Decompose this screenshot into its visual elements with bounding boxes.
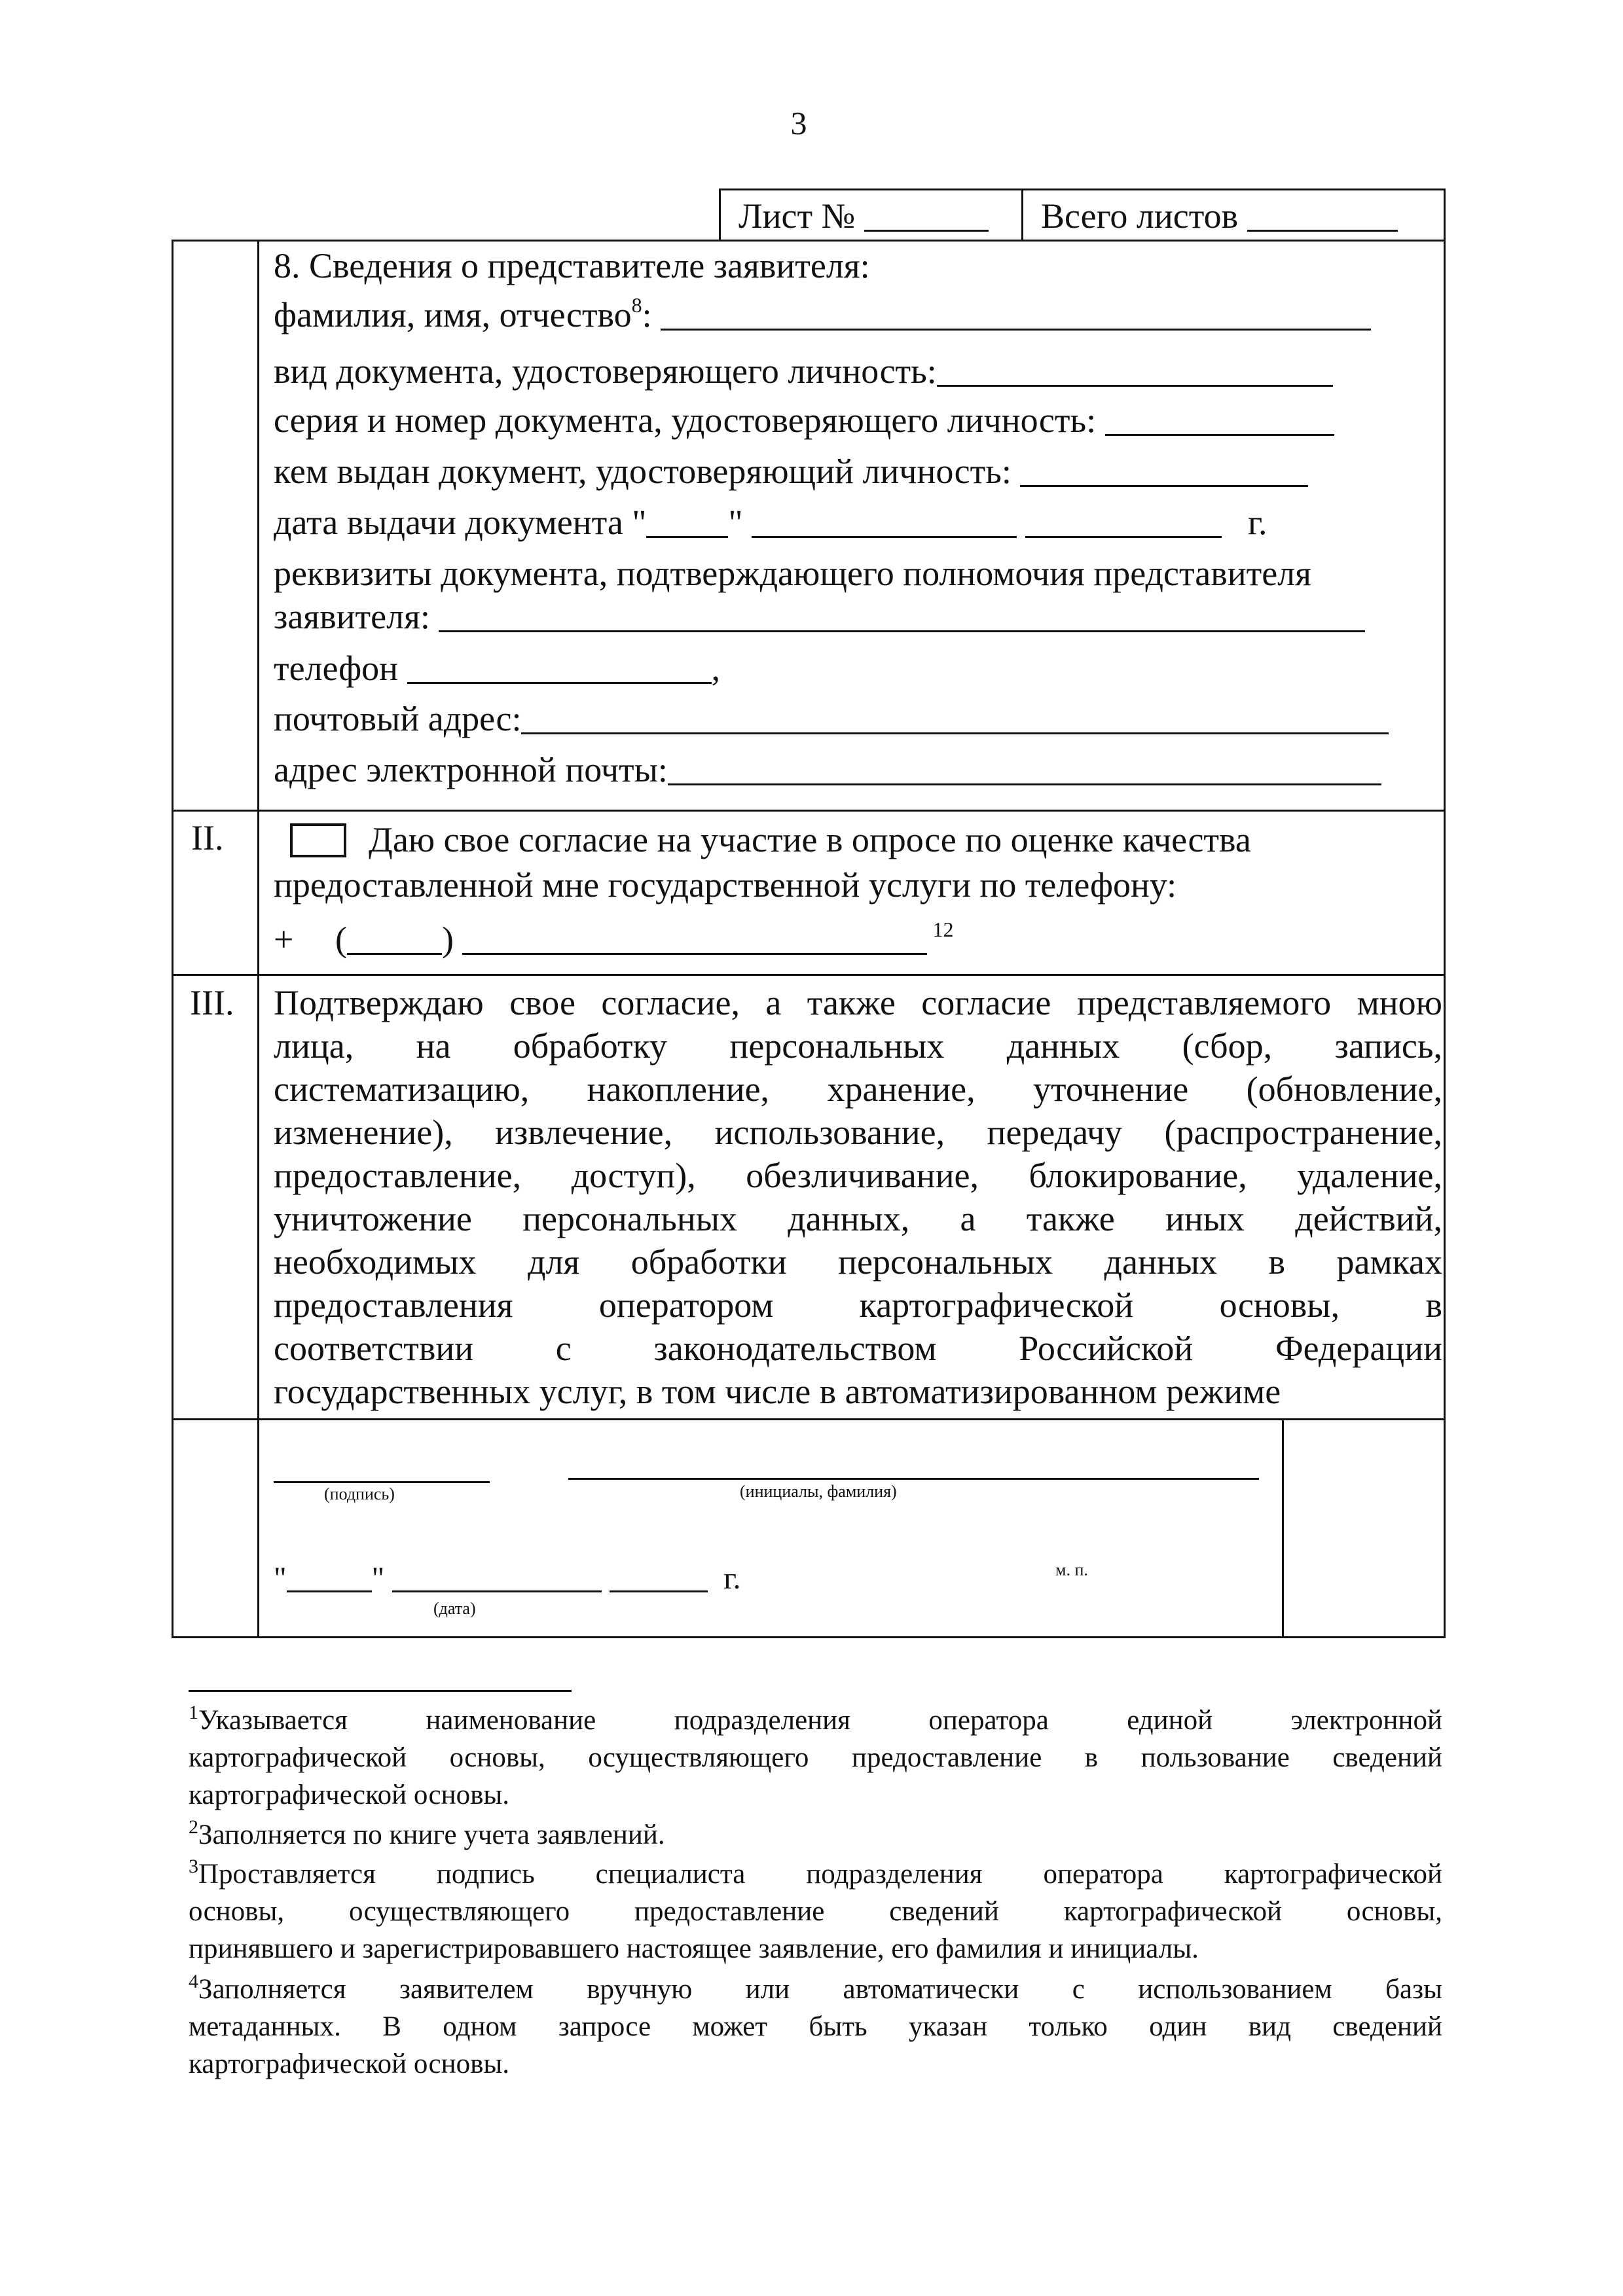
fio-label: фамилия, имя, отчество: [274, 295, 632, 334]
year-abbr: г.: [723, 1561, 741, 1596]
table-border: [172, 1636, 1446, 1638]
table-border: [257, 240, 259, 1638]
doc-issued-field[interactable]: [1020, 459, 1308, 487]
fio-field[interactable]: [661, 302, 1371, 331]
section2-numeral: II.: [191, 818, 224, 857]
doc-type-field[interactable]: [937, 359, 1333, 387]
name-caption: (инициалы, фамилия): [740, 1482, 897, 1501]
consent-line: государственных услуг, в том числе в автоматизированном режиме: [274, 1372, 1281, 1411]
table-border: [172, 240, 1446, 242]
footnote-line: [189, 1816, 1442, 1854]
footnote-ref: 12: [932, 918, 954, 941]
total-sheets-field[interactable]: [1247, 204, 1398, 232]
email-field[interactable]: [668, 757, 1381, 785]
auth-doc-field[interactable]: [439, 604, 1365, 632]
doc-issued-label: кем выдан документ, удостоверяющий личность:: [274, 452, 1012, 491]
consent-line: предоставление, доступ), обезличивание, блокирование, удаление,: [274, 1156, 1442, 1195]
consent-line: изменение), извлечение, использование, передачу (распространение,: [274, 1113, 1442, 1152]
table-border: [172, 810, 1446, 812]
paren-close: ): [441, 920, 454, 959]
footnote-line: [189, 1971, 1442, 2008]
consent-line: систематизацию, накопление, хранение, уточнение (обновление,: [274, 1069, 1442, 1109]
consent-line: соответствии с законодательством Российской Федерации: [274, 1329, 1442, 1368]
email-label: адрес электронной почты:: [274, 750, 668, 789]
doc-month-field[interactable]: [752, 510, 1017, 538]
survey-phone-field[interactable]: [462, 927, 927, 955]
paren-open: (: [335, 920, 347, 959]
consent-line: необходимых для обработки персональных данных в рамках: [274, 1242, 1442, 1282]
footnote-number: 3: [189, 1856, 198, 1877]
table-border: [1282, 1418, 1284, 1638]
doc-type-label: вид документа, удостоверяющего личность:: [274, 351, 937, 391]
doc-type-row: [274, 351, 1333, 391]
footnote-line: картографической основы, осуществляющего предоставление в пользование сведений: [189, 1742, 1442, 1773]
footnote-line: [189, 1856, 1442, 1893]
footnote-text: Проставляется подпись специалиста подразделения оператора картографической: [198, 1859, 1442, 1890]
sheet-number: [739, 196, 989, 236]
table-border: [1444, 240, 1446, 1638]
survey-consent-checkbox[interactable]: [290, 823, 346, 857]
phone-field[interactable]: [407, 656, 712, 684]
consent-line: лица, на обработку персональных данных (сбор, запись,: [274, 1026, 1442, 1066]
doc-series-label: серия и номер документа, удостоверяющего личность:: [274, 401, 1097, 440]
postal-field[interactable]: [521, 706, 1389, 734]
table-border: [719, 188, 1446, 190]
quote-mark: ": [632, 503, 647, 542]
quote-mark: ": [274, 1561, 287, 1596]
doc-issued-row: [274, 452, 1308, 491]
year-abbr: г.: [1247, 503, 1267, 542]
consent-line: уничтожение персональных данных, а также иных действий,: [274, 1199, 1442, 1238]
footnote-ref: 8: [631, 293, 642, 317]
doc-series-field[interactable]: [1105, 408, 1334, 436]
sign-month-field[interactable]: [392, 1571, 602, 1592]
email-row: [274, 750, 1381, 789]
doc-date-row: [274, 503, 1267, 542]
phone-row: [274, 649, 720, 688]
quote-mark: ": [728, 503, 743, 542]
sign-day-field[interactable]: [287, 1571, 372, 1592]
signature-caption: (подпись): [324, 1484, 395, 1503]
postal-row: [274, 699, 1389, 738]
footnote-line: метаданных. В одном запросе может быть указан только один вид сведений: [189, 2011, 1442, 2042]
doc-date-label: дата выдачи документа: [274, 503, 623, 542]
footnote-separator: [189, 1690, 572, 1692]
stamp-place: м. п.: [1055, 1560, 1088, 1579]
survey-phone-row: [274, 920, 953, 959]
section3-numeral: III.: [190, 983, 234, 1022]
quote-mark: ": [371, 1561, 385, 1596]
table-border: [1444, 188, 1446, 241]
table-border: [1021, 188, 1023, 241]
auth-doc-row: [274, 597, 1365, 636]
footnote-number: 2: [189, 1816, 198, 1838]
footnote-line: картографической основы.: [189, 2049, 510, 2079]
footnote-line: принявшего и зарегистрировавшего настоящее заявление, его фамилия и инициалы.: [189, 1933, 1199, 1964]
auth-doc-label: заявителя:: [274, 597, 430, 636]
footnote-number: 1: [189, 1702, 198, 1723]
survey-area-code-field[interactable]: [347, 927, 442, 955]
section2-line1: Даю свое согласие на участие в опросе по оценке качества: [369, 820, 1251, 859]
table-border: [719, 188, 721, 241]
sheet-number-field[interactable]: [864, 204, 989, 232]
plus-sign: +: [274, 920, 294, 959]
fio-row: фамилия, имя, отчество$^8$:: [274, 295, 1371, 334]
sheet-number-label: Лист №: [739, 196, 856, 236]
date-caption: (дата): [433, 1599, 476, 1618]
consent-line: предоставления оператором картографической основы, в: [274, 1285, 1442, 1325]
footnote-number: 4: [189, 1971, 198, 1992]
phone-label: телефон: [274, 649, 399, 688]
footnote-line: [189, 1702, 1442, 1739]
table-border: [172, 974, 1446, 976]
footnote-text: Указывается наименование подразделения оператора единой электронной: [198, 1705, 1442, 1736]
signature-field[interactable]: [274, 1481, 490, 1483]
footnote-line: основы, осуществляющего предоставление сведений картографической основы,: [189, 1896, 1442, 1927]
total-sheets-label: Всего листов: [1041, 196, 1239, 236]
name-field[interactable]: [568, 1478, 1259, 1480]
footnote-line: картографической основы.: [189, 1780, 510, 1810]
section2-line2: предоставленной мне государственной услуги по телефону:: [274, 865, 1177, 905]
comma: ,: [711, 649, 721, 688]
postal-label: почтовый адрес:: [274, 699, 522, 738]
doc-day-field[interactable]: [646, 510, 728, 538]
sign-year-field[interactable]: [610, 1571, 708, 1592]
consent-line: Подтверждаю свое согласие, а также согласие представляемого мною: [274, 983, 1442, 1022]
total-sheets: [1041, 196, 1398, 236]
doc-year-field[interactable]: [1025, 510, 1222, 538]
auth-doc-line1: реквизиты документа, подтверждающего полномочия представителя: [274, 554, 1311, 593]
footnote-text: Заполняется по книге учета заявлений.: [198, 1820, 665, 1850]
footnote-text: Заполняется заявителем вручную или автоматически с использованием базы: [198, 1974, 1442, 2005]
table-border: [172, 1418, 1446, 1420]
sign-date-row: [274, 1559, 740, 1598]
doc-series-row: [274, 401, 1334, 440]
section8-title: 8. Сведения о представителе заявителя:: [274, 246, 870, 285]
page-number: 3: [790, 105, 807, 141]
table-border: [172, 240, 173, 1638]
